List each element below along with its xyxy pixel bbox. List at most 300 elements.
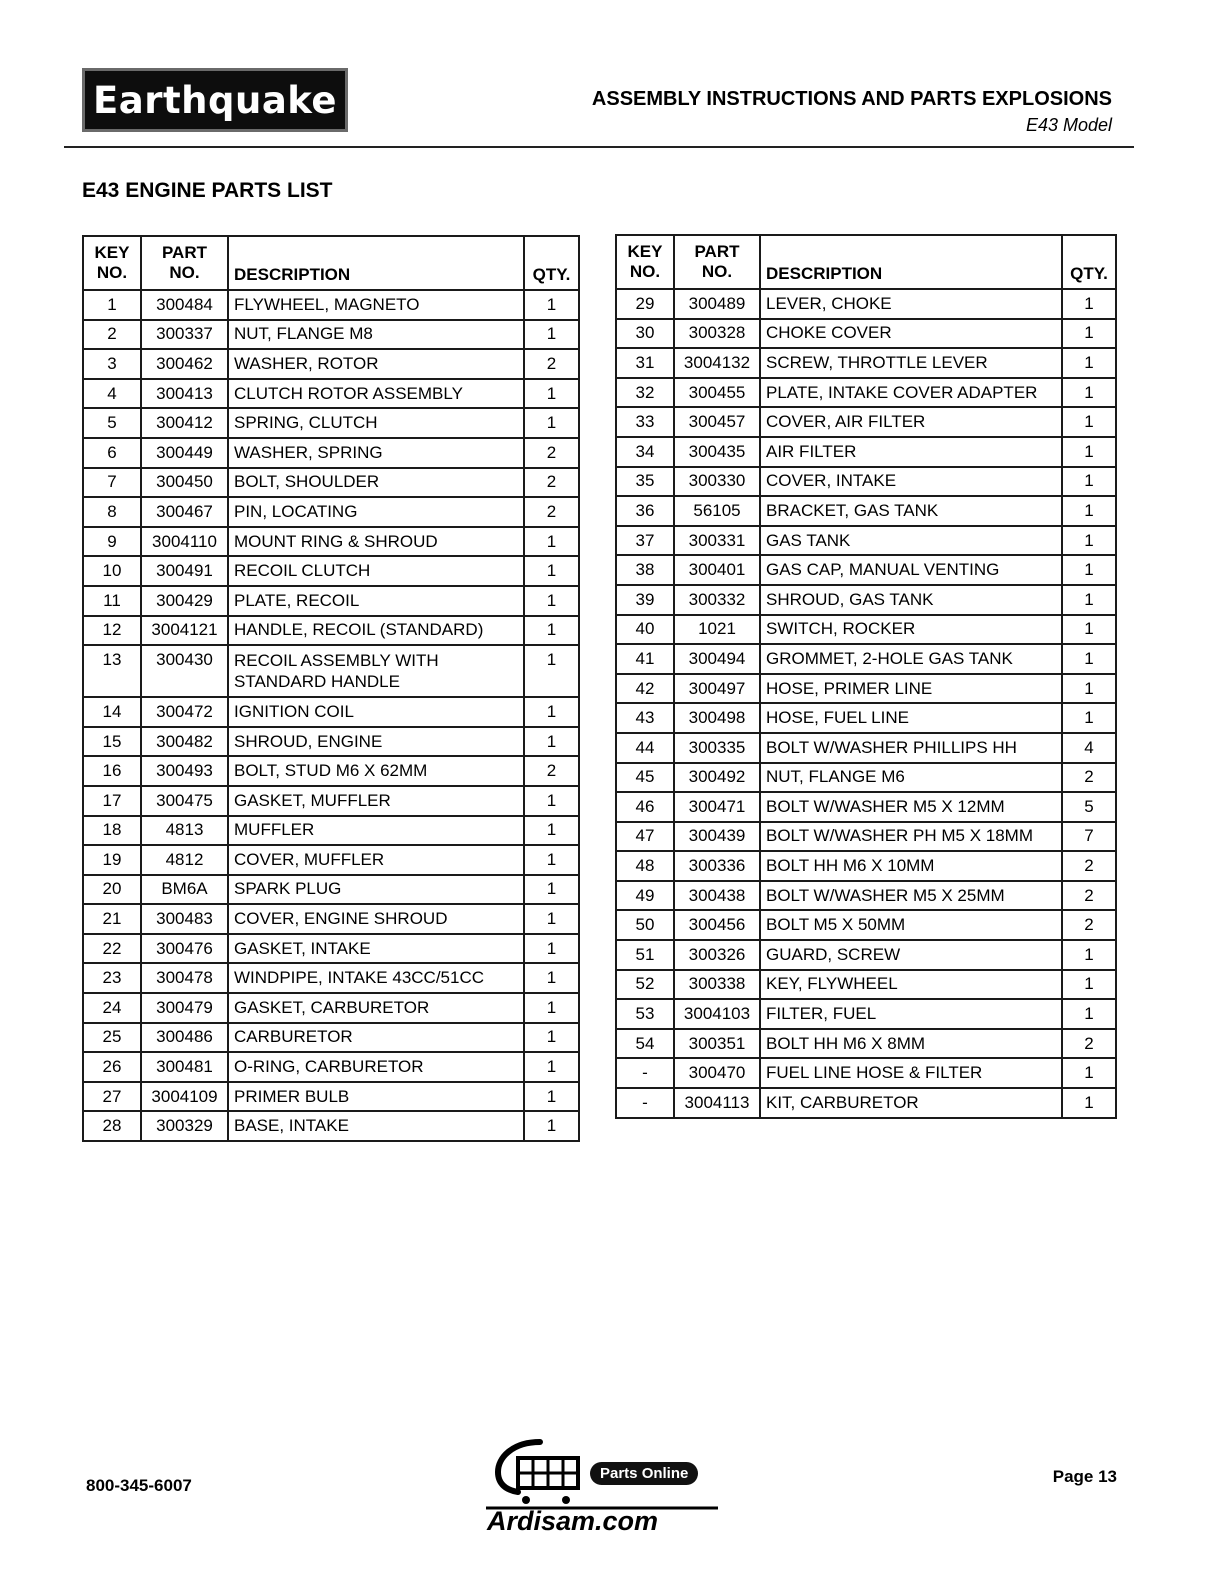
part-no-cell: 300497 — [674, 674, 760, 704]
part-no-cell: 300439 — [674, 822, 760, 852]
description-cell: GAS CAP, MANUAL VENTING — [760, 555, 1062, 585]
table-row — [616, 970, 1116, 1000]
table-header-row — [83, 236, 579, 290]
qty-cell: 1 — [524, 816, 579, 846]
description-cell: BOLT, STUD M6 X 62MM — [228, 756, 524, 786]
table-row — [83, 527, 579, 557]
table-row — [83, 586, 579, 616]
table-row — [83, 786, 579, 816]
key-no-cell: 51 — [616, 940, 674, 970]
phone-number: 800-345-6007 — [86, 1476, 192, 1495]
qty-cell: 2 — [524, 756, 579, 786]
model-label: E43 Model — [1025, 115, 1112, 135]
part-no-cell: 300337 — [141, 320, 228, 350]
table-row — [616, 1058, 1116, 1088]
key-no-cell: 24 — [83, 993, 141, 1023]
table-row — [616, 585, 1116, 615]
part-no-cell: 300449 — [141, 438, 228, 468]
key-no-header: KEY NO. — [83, 236, 141, 290]
key-no-cell: 8 — [83, 497, 141, 527]
table-row — [616, 526, 1116, 556]
description-cell: SPRING, CLUTCH — [228, 408, 524, 438]
qty-cell: 1 — [524, 697, 579, 727]
part-no-cell: 4812 — [141, 845, 228, 875]
qty-cell: 1 — [1062, 674, 1116, 704]
table-row — [616, 289, 1116, 319]
description-cell: SHROUD, ENGINE — [228, 727, 524, 757]
key-no-cell: 48 — [616, 851, 674, 881]
table-row — [83, 290, 579, 320]
table-row — [83, 963, 579, 993]
part-no-cell: 3004110 — [141, 527, 228, 557]
table-row — [83, 756, 579, 786]
key-no-cell: 34 — [616, 437, 674, 467]
earthquake-logo — [82, 68, 348, 132]
table-row — [616, 407, 1116, 437]
description-cell: PRIMER BULB — [228, 1082, 524, 1112]
part-no-cell: 3004132 — [674, 348, 760, 378]
qty-cell: 7 — [1062, 822, 1116, 852]
key-no-cell: 19 — [83, 845, 141, 875]
key-no-cell: 53 — [616, 999, 674, 1029]
description-cell: WINDPIPE, INTAKE 43CC/51CC — [228, 963, 524, 993]
key-no-cell: 28 — [83, 1111, 141, 1141]
table-row — [83, 408, 579, 438]
part-no-cell: 300481 — [141, 1052, 228, 1082]
part-no-cell: 300351 — [674, 1029, 760, 1059]
key-no-cell: 3 — [83, 349, 141, 379]
qty-cell: 1 — [1062, 644, 1116, 674]
description-cell: WASHER, SPRING — [228, 438, 524, 468]
description-cell: MOUNT RING & SHROUD — [228, 527, 524, 557]
key-no-cell: 37 — [616, 526, 674, 556]
qty-cell: 1 — [1062, 496, 1116, 526]
description-cell: PLATE, RECOIL — [228, 586, 524, 616]
logo-text: Earthquake — [92, 78, 338, 122]
part-no-cell: 300326 — [674, 940, 760, 970]
description-cell: HOSE, PRIMER LINE — [760, 674, 1062, 704]
table-row — [83, 349, 579, 379]
description-cell: FLYWHEEL, MAGNETO — [228, 290, 524, 320]
qty-cell: 2 — [1062, 1029, 1116, 1059]
part-no-cell: 300491 — [141, 556, 228, 586]
key-no-cell: 20 — [83, 875, 141, 905]
qty-cell: 1 — [524, 645, 579, 697]
key-no-cell: 21 — [83, 904, 141, 934]
key-no-cell: 4 — [83, 379, 141, 409]
part-no-cell: 300479 — [141, 993, 228, 1023]
description-cell: IGNITION COIL — [228, 697, 524, 727]
table-row — [616, 437, 1116, 467]
description-cell: AIR FILTER — [760, 437, 1062, 467]
part-no-cell: 300456 — [674, 910, 760, 940]
document-title: ASSEMBLY INSTRUCTIONS AND PARTS EXPLOSIONS — [591, 88, 1112, 110]
table-row — [83, 816, 579, 846]
part-no-cell: 300475 — [141, 786, 228, 816]
key-no-cell: 54 — [616, 1029, 674, 1059]
qty-header: QTY. — [1062, 235, 1116, 289]
qty-cell: 1 — [1062, 555, 1116, 585]
key-no-cell: 30 — [616, 319, 674, 349]
key-no-cell: 33 — [616, 407, 674, 437]
part-no-cell: 300492 — [674, 763, 760, 793]
table-row — [616, 644, 1116, 674]
description-cell: BOLT W/WASHER PHILLIPS HH — [760, 733, 1062, 763]
description-header: DESCRIPTION — [228, 236, 524, 290]
key-no-cell: 9 — [83, 527, 141, 557]
key-no-cell: 39 — [616, 585, 674, 615]
description-cell: BRACKET, GAS TANK — [760, 496, 1062, 526]
part-no-cell: 300412 — [141, 408, 228, 438]
table-row — [616, 674, 1116, 704]
part-no-cell: 300476 — [141, 934, 228, 964]
qty-cell: 2 — [1062, 851, 1116, 881]
description-cell: HOSE, FUEL LINE — [760, 703, 1062, 733]
description-cell: BOLT W/WASHER M5 X 12MM — [760, 792, 1062, 822]
key-no-cell: 29 — [616, 289, 674, 319]
qty-cell: 2 — [524, 468, 579, 498]
part-no-cell: 300331 — [674, 526, 760, 556]
qty-cell: 2 — [1062, 910, 1116, 940]
part-no-cell: 300413 — [141, 379, 228, 409]
part-no-cell: 300462 — [141, 349, 228, 379]
part-no-cell: 300338 — [674, 970, 760, 1000]
part-no-cell: 300467 — [141, 497, 228, 527]
part-no-cell: 300483 — [141, 904, 228, 934]
description-cell: BOLT M5 X 50MM — [760, 910, 1062, 940]
key-no-cell: 45 — [616, 763, 674, 793]
part-no-cell: 3004121 — [141, 616, 228, 646]
table-header-row — [616, 235, 1116, 289]
part-no-cell: 4813 — [141, 816, 228, 846]
description-cell: RECOIL CLUTCH — [228, 556, 524, 586]
description-cell: COVER, INTAKE — [760, 467, 1062, 497]
qty-header: QTY. — [524, 236, 579, 290]
qty-cell: 1 — [1062, 348, 1116, 378]
qty-cell: 1 — [524, 556, 579, 586]
page-number: Page 13 — [1052, 1467, 1117, 1486]
key-no-cell: - — [616, 1088, 674, 1118]
qty-cell: 1 — [1062, 319, 1116, 349]
description-cell: WASHER, ROTOR — [228, 349, 524, 379]
header-divider — [64, 146, 1134, 148]
shopping-cart-icon — [498, 1442, 578, 1504]
table-row — [616, 496, 1116, 526]
part-no-cell: 300435 — [674, 437, 760, 467]
qty-cell: 1 — [1062, 1058, 1116, 1088]
description-cell: BOLT, SHOULDER — [228, 468, 524, 498]
part-no-cell: 3004113 — [674, 1088, 760, 1118]
qty-cell: 1 — [524, 934, 579, 964]
qty-cell: 1 — [1062, 999, 1116, 1029]
qty-cell: 1 — [524, 586, 579, 616]
part-no-cell: 300329 — [141, 1111, 228, 1141]
qty-cell: 1 — [524, 527, 579, 557]
site-url: Ardisam.com — [487, 1506, 659, 1536]
description-cell: NUT, FLANGE M8 — [228, 320, 524, 350]
key-no-cell: 32 — [616, 378, 674, 408]
qty-cell: 1 — [524, 1111, 579, 1141]
key-no-cell: 10 — [83, 556, 141, 586]
table-row — [616, 851, 1116, 881]
table-row — [83, 697, 579, 727]
qty-cell: 1 — [1062, 940, 1116, 970]
parts-table-left-body — [83, 290, 579, 1141]
key-no-cell: 42 — [616, 674, 674, 704]
table-row — [616, 881, 1116, 911]
part-no-cell: 300330 — [674, 467, 760, 497]
description-cell: HANDLE, RECOIL (STANDARD) — [228, 616, 524, 646]
qty-cell: 1 — [524, 993, 579, 1023]
parts-table-right-body — [616, 289, 1116, 1118]
parts-online-badge: Parts Online — [590, 1462, 698, 1485]
table-row — [83, 904, 579, 934]
qty-cell: 1 — [524, 845, 579, 875]
description-cell: KEY, FLYWHEEL — [760, 970, 1062, 1000]
key-no-cell: 15 — [83, 727, 141, 757]
description-cell: GASKET, CARBURETOR — [228, 993, 524, 1023]
description-cell: PIN, LOCATING — [228, 497, 524, 527]
qty-cell: 1 — [524, 408, 579, 438]
key-no-cell: 43 — [616, 703, 674, 733]
table-row — [83, 1023, 579, 1053]
description-cell: GASKET, INTAKE — [228, 934, 524, 964]
table-row — [83, 993, 579, 1023]
table-row — [616, 703, 1116, 733]
table-row — [83, 616, 579, 646]
key-no-cell: 27 — [83, 1082, 141, 1112]
key-no-cell: 36 — [616, 496, 674, 526]
key-no-cell: 40 — [616, 615, 674, 645]
part-no-cell: 300438 — [674, 881, 760, 911]
qty-cell: 1 — [1062, 378, 1116, 408]
part-no-cell: 300401 — [674, 555, 760, 585]
part-no-cell: 300489 — [674, 289, 760, 319]
part-no-cell: 300493 — [141, 756, 228, 786]
qty-cell: 1 — [524, 320, 579, 350]
part-no-cell: 3004109 — [141, 1082, 228, 1112]
description-cell: SCREW, THROTTLE LEVER — [760, 348, 1062, 378]
table-row — [616, 555, 1116, 585]
qty-cell: 1 — [1062, 970, 1116, 1000]
description-cell: GASKET, MUFFLER — [228, 786, 524, 816]
part-no-cell: 300494 — [674, 644, 760, 674]
description-cell: CLUTCH ROTOR ASSEMBLY — [228, 379, 524, 409]
qty-cell: 1 — [1062, 1088, 1116, 1118]
key-no-cell: 52 — [616, 970, 674, 1000]
table-row — [616, 733, 1116, 763]
qty-cell: 1 — [1062, 615, 1116, 645]
table-row — [83, 320, 579, 350]
qty-cell: 1 — [1062, 585, 1116, 615]
description-cell: SHROUD, GAS TANK — [760, 585, 1062, 615]
qty-cell: 1 — [524, 904, 579, 934]
key-no-cell: 25 — [83, 1023, 141, 1053]
description-cell: KIT, CARBURETOR — [760, 1088, 1062, 1118]
description-cell: BOLT W/WASHER M5 X 25MM — [760, 881, 1062, 911]
description-cell: RECOIL ASSEMBLY WITH STANDARD HANDLE — [228, 645, 524, 697]
table-row — [616, 999, 1116, 1029]
qty-cell: 1 — [524, 379, 579, 409]
key-no-cell: 12 — [83, 616, 141, 646]
part-no-cell: 1021 — [674, 615, 760, 645]
description-header: DESCRIPTION — [760, 235, 1062, 289]
description-cell: BOLT W/WASHER PH M5 X 18MM — [760, 822, 1062, 852]
table-row — [616, 378, 1116, 408]
part-no-cell: 300482 — [141, 727, 228, 757]
table-row — [616, 319, 1116, 349]
part-no-cell: 3004103 — [674, 999, 760, 1029]
key-no-cell: 41 — [616, 644, 674, 674]
part-no-cell: 300328 — [674, 319, 760, 349]
key-no-cell: 13 — [83, 645, 141, 697]
qty-cell: 1 — [524, 1023, 579, 1053]
qty-cell: 2 — [1062, 763, 1116, 793]
key-no-cell: 46 — [616, 792, 674, 822]
table-row — [616, 1088, 1116, 1118]
qty-cell: 1 — [524, 875, 579, 905]
part-no-cell: 300471 — [674, 792, 760, 822]
qty-cell: 1 — [1062, 526, 1116, 556]
qty-cell: 2 — [524, 349, 579, 379]
table-row — [83, 727, 579, 757]
table-row — [83, 1052, 579, 1082]
part-no-cell: 56105 — [674, 496, 760, 526]
table-row — [83, 934, 579, 964]
table-row — [616, 467, 1116, 497]
qty-cell: 1 — [524, 727, 579, 757]
qty-cell: 1 — [524, 963, 579, 993]
part-no-cell: 300430 — [141, 645, 228, 697]
key-no-cell: 44 — [616, 733, 674, 763]
description-cell: LEVER, CHOKE — [760, 289, 1062, 319]
table-row — [83, 645, 579, 697]
description-cell: BASE, INTAKE — [228, 1111, 524, 1141]
key-no-cell: 6 — [83, 438, 141, 468]
key-no-cell: 2 — [83, 320, 141, 350]
description-cell: CHOKE COVER — [760, 319, 1062, 349]
description-cell: CARBURETOR — [228, 1023, 524, 1053]
description-cell: BOLT HH M6 X 10MM — [760, 851, 1062, 881]
part-no-cell: 300478 — [141, 963, 228, 993]
key-no-cell: 31 — [616, 348, 674, 378]
part-no-cell: 300429 — [141, 586, 228, 616]
table-row — [616, 615, 1116, 645]
qty-cell: 1 — [524, 1052, 579, 1082]
part-no-cell: 300486 — [141, 1023, 228, 1053]
description-cell: COVER, ENGINE SHROUD — [228, 904, 524, 934]
key-no-cell: 14 — [83, 697, 141, 727]
key-no-cell: 49 — [616, 881, 674, 911]
key-no-cell: 22 — [83, 934, 141, 964]
key-no-cell: - — [616, 1058, 674, 1088]
qty-cell: 1 — [524, 290, 579, 320]
qty-cell: 1 — [524, 1082, 579, 1112]
key-no-cell: 11 — [83, 586, 141, 616]
table-row — [83, 379, 579, 409]
key-no-cell: 47 — [616, 822, 674, 852]
part-no-cell: 300450 — [141, 468, 228, 498]
table-row — [616, 940, 1116, 970]
description-cell: COVER, AIR FILTER — [760, 407, 1062, 437]
part-no-cell: BM6A — [141, 875, 228, 905]
table-row — [616, 822, 1116, 852]
description-cell: NUT, FLANGE M6 — [760, 763, 1062, 793]
qty-cell: 1 — [1062, 289, 1116, 319]
part-no-cell: 300472 — [141, 697, 228, 727]
table-row — [83, 497, 579, 527]
qty-cell: 4 — [1062, 733, 1116, 763]
table-row — [616, 910, 1116, 940]
qty-cell: 5 — [1062, 792, 1116, 822]
table-row — [83, 468, 579, 498]
table-row — [83, 845, 579, 875]
part-no-cell: 300455 — [674, 378, 760, 408]
key-no-cell: 38 — [616, 555, 674, 585]
table-row — [83, 438, 579, 468]
description-cell: GROMMET, 2-HOLE GAS TANK — [760, 644, 1062, 674]
description-cell: GUARD, SCREW — [760, 940, 1062, 970]
key-no-header: KEY NO. — [616, 235, 674, 289]
key-no-cell: 26 — [83, 1052, 141, 1082]
key-no-cell: 16 — [83, 756, 141, 786]
part-no-cell: 300336 — [674, 851, 760, 881]
description-cell: COVER, MUFFLER — [228, 845, 524, 875]
parts-table-right — [615, 234, 1117, 1119]
key-no-cell: 18 — [83, 816, 141, 846]
table-row — [83, 1111, 579, 1141]
part-no-cell: 300484 — [141, 290, 228, 320]
part-no-cell: 300335 — [674, 733, 760, 763]
section-title: E43 ENGINE PARTS LIST — [82, 179, 333, 202]
description-cell: FUEL LINE HOSE & FILTER — [760, 1058, 1062, 1088]
qty-cell: 2 — [524, 438, 579, 468]
key-no-cell: 17 — [83, 786, 141, 816]
key-no-cell: 23 — [83, 963, 141, 993]
description-cell: PLATE, INTAKE COVER ADAPTER — [760, 378, 1062, 408]
part-no-cell: 300470 — [674, 1058, 760, 1088]
description-cell: MUFFLER — [228, 816, 524, 846]
table-row — [616, 792, 1116, 822]
key-no-cell: 7 — [83, 468, 141, 498]
qty-cell: 1 — [1062, 703, 1116, 733]
description-cell: BOLT HH M6 X 8MM — [760, 1029, 1062, 1059]
description-cell: SPARK PLUG — [228, 875, 524, 905]
parts-table-left — [82, 235, 580, 1142]
part-no-cell: 300457 — [674, 407, 760, 437]
qty-cell: 1 — [1062, 467, 1116, 497]
qty-cell: 1 — [524, 786, 579, 816]
table-row — [616, 1029, 1116, 1059]
part-no-header: PART NO. — [674, 235, 760, 289]
key-no-cell: 1 — [83, 290, 141, 320]
table-row — [83, 875, 579, 905]
qty-cell: 1 — [1062, 437, 1116, 467]
table-row — [616, 348, 1116, 378]
description-cell: GAS TANK — [760, 526, 1062, 556]
key-no-cell: 50 — [616, 910, 674, 940]
qty-cell: 2 — [524, 497, 579, 527]
key-no-cell: 5 — [83, 408, 141, 438]
table-row — [83, 1082, 579, 1112]
part-no-cell: 300332 — [674, 585, 760, 615]
part-no-cell: 300498 — [674, 703, 760, 733]
part-no-header: PART NO. — [141, 236, 228, 290]
description-cell: SWITCH, ROCKER — [760, 615, 1062, 645]
description-cell: O-RING, CARBURETOR — [228, 1052, 524, 1082]
qty-cell: 2 — [1062, 881, 1116, 911]
table-row — [83, 556, 579, 586]
